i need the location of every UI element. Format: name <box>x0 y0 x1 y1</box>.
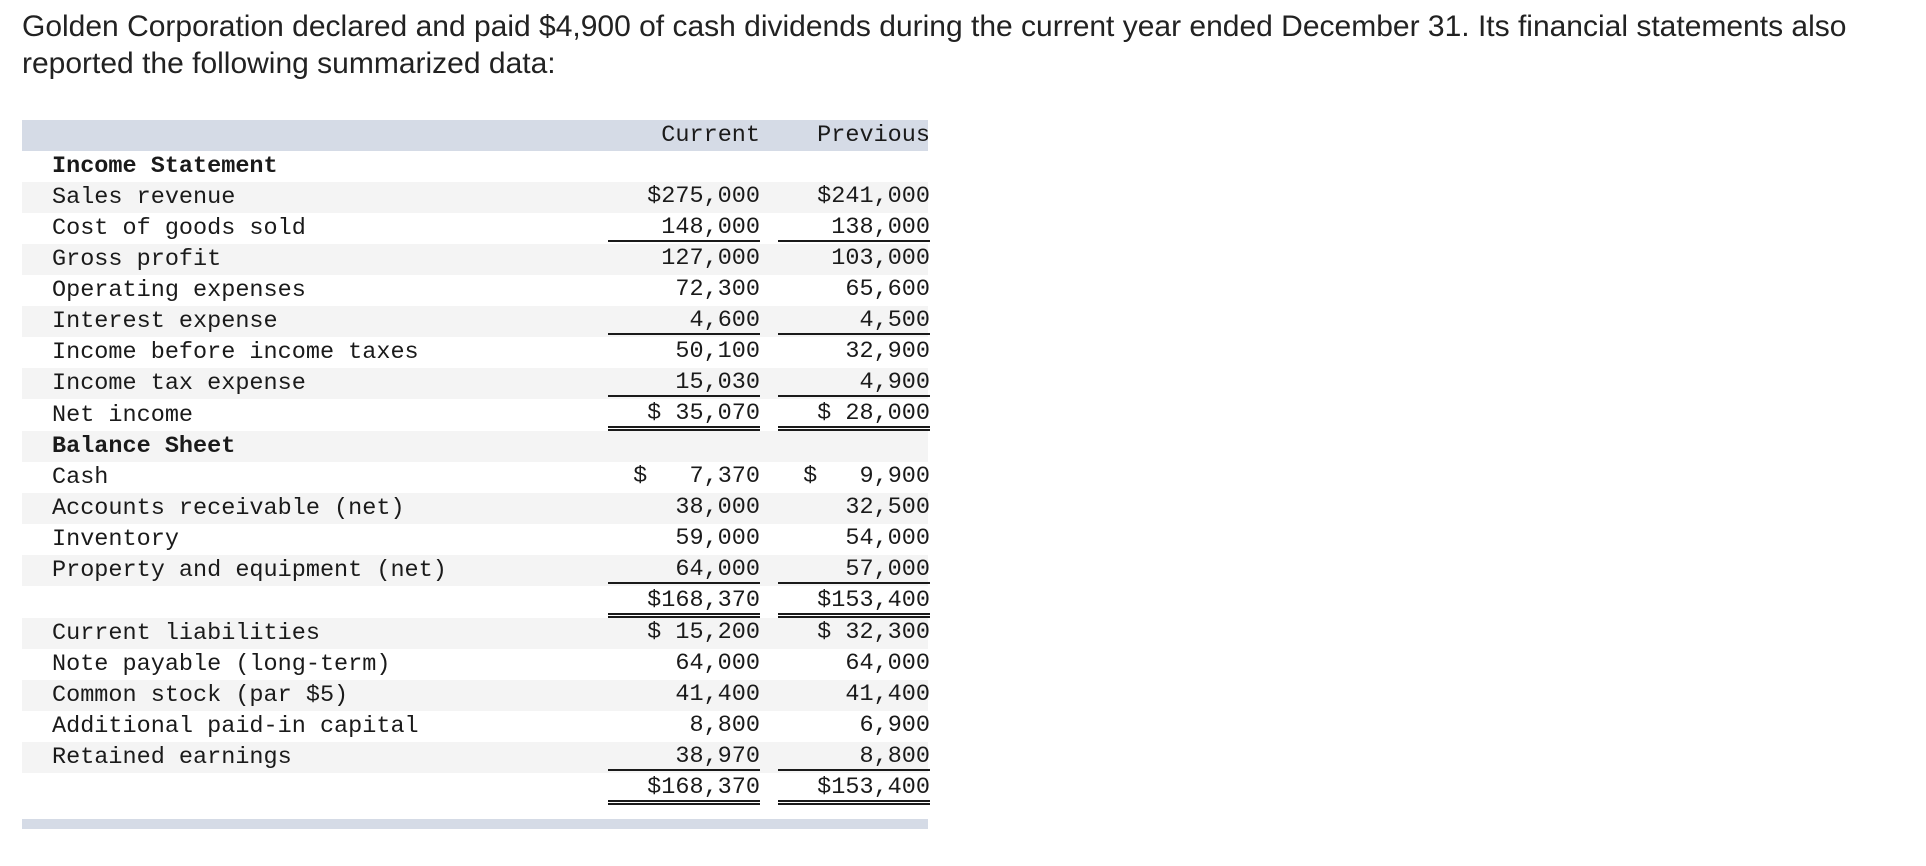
table-row <box>22 493 928 524</box>
current-value: $275,000 <box>647 183 760 210</box>
row-label: Income before income taxes <box>52 339 419 366</box>
current-value: 59,000 <box>675 525 760 552</box>
previous-value: 4,900 <box>778 369 930 397</box>
table-row <box>22 711 928 742</box>
current-value: 38,000 <box>675 494 760 521</box>
total-liabilities-equity-row <box>22 773 928 805</box>
row-label: Current liabilities <box>52 620 320 647</box>
row-label: Property and equipment (net) <box>52 557 447 584</box>
previous-value: 65,600 <box>845 276 930 303</box>
current-value: 127,000 <box>661 245 760 272</box>
current-value: 41,400 <box>675 681 760 708</box>
row-label: Note payable (long-term) <box>52 651 391 678</box>
row-label: Sales revenue <box>52 184 236 211</box>
current-value: 38,970 <box>608 743 760 771</box>
row-label: Accounts receivable (net) <box>52 495 405 522</box>
current-value: 15,030 <box>608 369 760 397</box>
row-label: Interest expense <box>52 308 278 335</box>
previous-value: $241,000 <box>817 183 930 210</box>
previous-value: 41,400 <box>845 681 930 708</box>
previous-value: $ 9,900 <box>803 463 930 490</box>
total-assets-row <box>22 586 928 618</box>
row-label: Cash <box>52 464 109 491</box>
table-header-row <box>22 120 928 151</box>
previous-value: 32,900 <box>845 338 930 365</box>
current-value: 64,000 <box>675 650 760 677</box>
previous-value: 32,500 <box>845 494 930 521</box>
current-value: $ 7,370 <box>633 463 760 490</box>
previous-value: 6,900 <box>859 712 930 739</box>
previous-value: 64,000 <box>845 650 930 677</box>
current-value: $ 15,200 <box>647 619 760 646</box>
current-value: 64,000 <box>608 556 760 584</box>
column-header-previous: Previous <box>817 122 930 149</box>
previous-value: $ 32,300 <box>817 619 930 646</box>
problem-statement: Golden Corporation declared and paid $4,900 of cash dividends during the current year ended December 31. Its financial statements also reported the following summarized data: <box>22 10 1847 80</box>
previous-value: 54,000 <box>845 525 930 552</box>
table-row <box>22 742 928 773</box>
row-label: Inventory <box>52 526 179 553</box>
table-row <box>22 649 928 680</box>
row-label: Retained earnings <box>52 744 292 771</box>
table-row <box>22 182 928 213</box>
table-row <box>22 524 928 555</box>
table-row <box>22 244 928 275</box>
row-label: Operating expenses <box>52 277 306 304</box>
row-label: Cost of goods sold <box>52 215 306 242</box>
row-label: Income tax expense <box>52 370 306 397</box>
table-row <box>22 462 928 493</box>
previous-value: 8,800 <box>778 743 930 771</box>
total-liabilities-equity-previous: $153,400 <box>778 774 930 805</box>
income-statement-heading-row <box>22 151 928 182</box>
table-row <box>22 337 928 368</box>
table-row <box>22 213 928 244</box>
financial-data-table <box>22 120 928 829</box>
table-row <box>22 275 928 306</box>
total-assets-previous: $153,400 <box>778 587 930 618</box>
column-header-current: Current <box>661 122 760 149</box>
current-value: 148,000 <box>608 214 760 242</box>
current-value: $ 35,070 <box>608 400 760 431</box>
row-label: Additional paid-in capital <box>52 713 419 740</box>
row-label: Net income <box>52 401 194 429</box>
previous-value: 57,000 <box>778 556 930 584</box>
previous-value: 138,000 <box>778 214 930 242</box>
total-liabilities-equity-current: $168,370 <box>608 774 760 805</box>
balance-sheet-heading: Balance Sheet <box>52 433 236 460</box>
table-row <box>22 555 928 586</box>
current-value: 4,600 <box>608 307 760 335</box>
income-statement-heading: Income Statement <box>52 153 278 180</box>
table-row <box>22 368 928 399</box>
row-label: Common stock (par $5) <box>52 682 349 709</box>
table-row <box>22 680 928 711</box>
previous-value: 4,500 <box>778 307 930 335</box>
current-value: 50,100 <box>675 338 760 365</box>
current-value: 72,300 <box>675 276 760 303</box>
table-row <box>22 399 928 431</box>
row-label: Gross profit <box>52 246 222 273</box>
table-footer-bar <box>22 819 928 829</box>
total-assets-current: $168,370 <box>608 587 760 618</box>
table-row <box>22 618 928 649</box>
balance-sheet-heading-row <box>22 431 928 462</box>
table-row <box>22 306 928 337</box>
previous-value: $ 28,000 <box>778 400 930 431</box>
current-value: 8,800 <box>689 712 760 739</box>
previous-value: 103,000 <box>831 245 930 272</box>
